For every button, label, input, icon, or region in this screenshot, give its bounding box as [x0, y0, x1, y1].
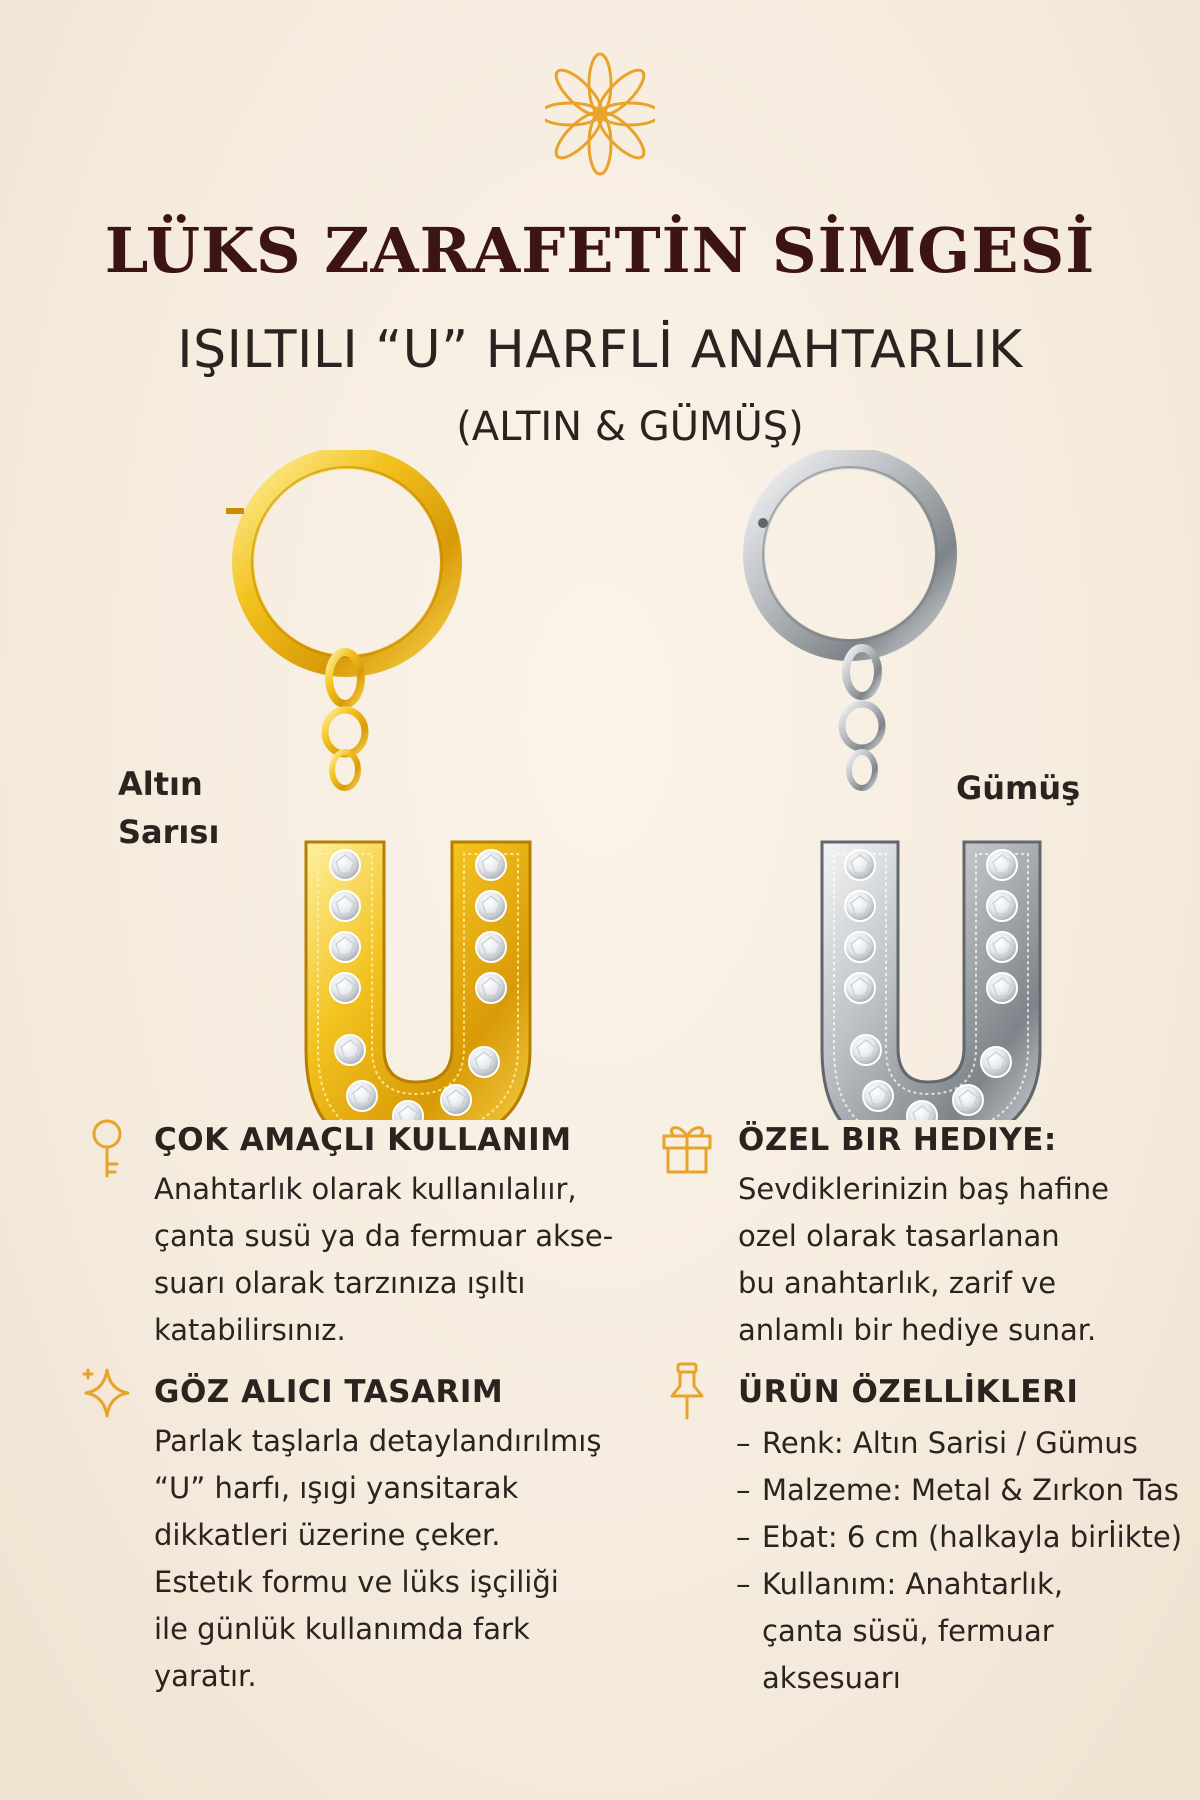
sparkle-icon — [80, 1362, 134, 1424]
page-title: LÜKS ZARAFETİN SİMGESİ — [104, 214, 1096, 287]
key-icon — [80, 1118, 134, 1180]
feature-title-gift: ÖZEL BIR HEDIYE: — [738, 1122, 1057, 1158]
product-subtitle: IŞILTILI “U” HARFLİ ANAHTARLIK — [177, 320, 1023, 380]
spec-usage-cont: çanta süsü, fermuar — [762, 1614, 1054, 1648]
flower-ornament-icon — [545, 44, 655, 184]
feature-title-multipurpose: ÇOK AMAÇLI KULLANIM — [154, 1122, 572, 1158]
feature-text-multipurpose: Anahtarlık olarak kullanılalıır, çanta susü ya da fermuar akse- suarı olarak tarzınıza ışıltı katabilirsınız. — [154, 1172, 614, 1347]
pin-icon — [660, 1360, 714, 1422]
feature-title-specs: ÜRÜN ÖZELLİKLERI — [738, 1374, 1079, 1410]
spec-color: – Renk: Altın Sarisi / Gümus — [736, 1420, 1186, 1467]
silver-variant-label: Gümüş — [956, 769, 1081, 807]
feature-text-design: Parlak taşlarla detaylandırılmış “U” harfı, ışıgi yansitarak dikkatleri üzerine çeker. Estetık formu ve lüks işçiliği ile günlük kullanımda fark yaratır. — [154, 1424, 602, 1693]
gold-variant-label: Altın Sarısı — [118, 765, 220, 851]
spec-list — [736, 1420, 1186, 1702]
spec-usage-cont2: aksesuarı — [762, 1661, 901, 1695]
feature-title-design: GÖZ ALICI TASARIM — [154, 1374, 504, 1410]
feature-text-gift: Sevdiklerinizin baş hafine ozel olarak tasarlanan bu anahtarlık, zarif ve anlamlı bir hediye sunar. — [738, 1172, 1110, 1347]
spec-size: – Ebat: 6 cm (halkayla birİikte) — [736, 1514, 1186, 1561]
variant-subtitle: (ALTIN & GÜMÜŞ) — [456, 404, 804, 450]
spec-material: – Malzeme: Metal & Zırkon Tas — [736, 1467, 1186, 1514]
spec-usage: – Kullanım: Anahtarlık, — [736, 1561, 1186, 1608]
gift-icon — [660, 1116, 714, 1178]
